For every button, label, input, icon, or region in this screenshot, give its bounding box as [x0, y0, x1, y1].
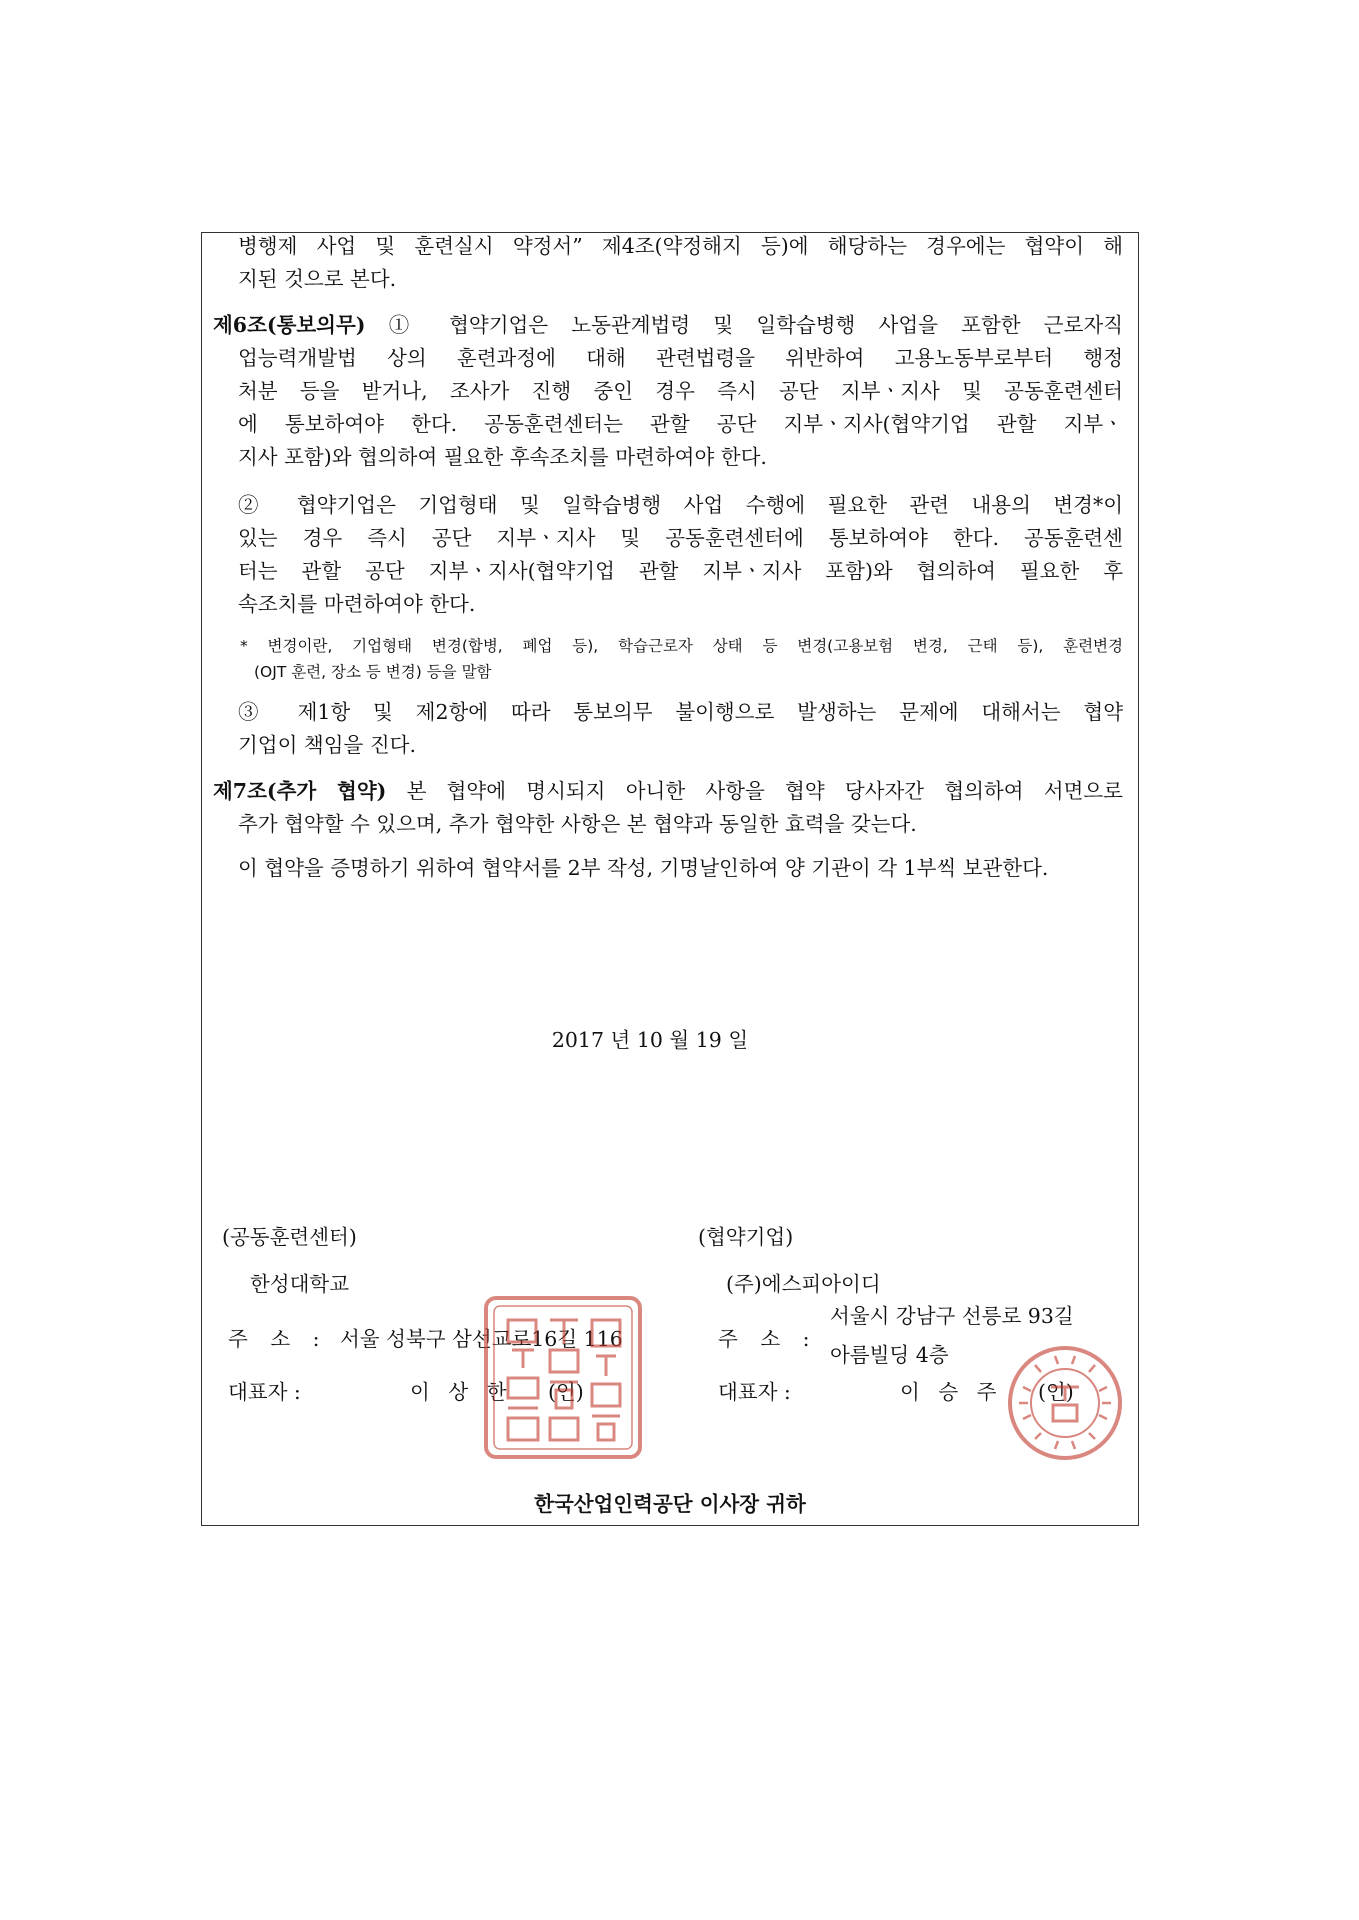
- art6-p2-line-1: ② 협약기업은 기업형태 및 일학습병행 사업 수행에 필요한 관련 내용의 변경*이: [238, 493, 1123, 517]
- addressee: 한국산업인력공단 이사장 귀하: [534, 1492, 806, 1516]
- left-party-role: (공동훈련센터): [222, 1225, 357, 1249]
- right-party-role: (협약기업): [698, 1225, 794, 1249]
- right-address-line-1: 서울시 강남구 선릉로 93길: [830, 1304, 1074, 1328]
- art6-p1-line-1: 제6조(통보의무) ① 협약기업은 노동관계법령 및 일학습병행 사업을 포함한 근로자직: [213, 313, 1123, 337]
- left-party-name: 한성대학교: [250, 1272, 350, 1296]
- right-rep-label: 대표자 :: [718, 1380, 791, 1404]
- art7-heading: 제7조(추가 협약): [213, 779, 387, 803]
- art6-note-line-1: * 변경이란, 기업형태 변경(합병, 폐업 등), 학습근로자 상태 등 변경(고용보험 변경, 근태 등), 훈련변경: [240, 637, 1123, 655]
- right-address-label: 주 소 :: [718, 1327, 818, 1351]
- right-seal-stamp: [1005, 1343, 1125, 1463]
- art6-p2-line-2: 있는 경우 즉시 공단 지부ㆍ지사 및 공동훈련센터에 통보하여야 한다. 공동훈련센: [238, 526, 1123, 550]
- left-seal-stamp: [478, 1290, 648, 1465]
- prev-clause-line-1: 병행제 사업 및 훈련실시 약정서” 제4조(약정해지 등)에 해당하는 경우에는 협약이 해: [238, 234, 1123, 258]
- art7-line-1: 제7조(추가 협약) 본 협약에 명시되지 아니한 사항을 협약 당사자간 협의하여 서면으로: [213, 779, 1123, 803]
- art6-p1-line-5: 지사 포함)와 협의하여 필요한 후속조치를 마련하여야 한다.: [238, 445, 767, 469]
- art6-heading: 제6조(통보의무): [213, 313, 366, 337]
- art6-p2-line-4: 속조치를 마련하여야 한다.: [238, 592, 476, 616]
- right-rep-name: 이 승 주: [900, 1380, 1003, 1404]
- left-rep-label: 대표자 :: [228, 1380, 301, 1404]
- prev-clause-line-2: 지된 것으로 본다.: [238, 267, 397, 291]
- art6-p3-line-1: ③ 제1항 및 제2항에 따라 통보의무 불이행으로 발생하는 문제에 대해서는 협약: [238, 700, 1123, 724]
- left-rep-name: 이 상 한: [410, 1380, 513, 1404]
- right-party-name: (주)에스피아이디: [726, 1272, 881, 1296]
- art7-line-2: 추가 협약할 수 있으며, 추가 협약한 사항은 본 협약과 동일한 효력을 갖는다.: [238, 812, 917, 836]
- art6-p1-line-2: 업능력개발법 상의 훈련과정에 대해 관련법령을 위반하여 고용노동부로부터 행정: [238, 346, 1123, 370]
- left-address: 서울 성북구 삼선교로16길 116: [340, 1327, 623, 1351]
- art6-p2-line-3: 터는 관할 공단 지부ㆍ지사(협약기업 관할 지부ㆍ지사 포함)와 협의하여 필요한 후: [238, 559, 1123, 583]
- art6-p1-line-4: 에 통보하여야 한다. 공동훈련센터는 관할 공단 지부ㆍ지사(협약기업 관할 지부ㆍ: [238, 412, 1123, 436]
- left-seal-mark: (인): [548, 1380, 584, 1404]
- art6-p1-line-3: 처분 등을 받거나, 조사가 진행 중인 경우 즉시 공단 지부ㆍ지사 및 공동훈련센터: [238, 379, 1123, 403]
- right-address-line-2: 아름빌딩 4층: [830, 1343, 949, 1367]
- left-address-label: 주 소 :: [228, 1327, 328, 1351]
- art6-note-line-2: (OJT 훈련, 장소 등 변경) 등을 말함: [254, 663, 492, 681]
- closing-statement: 이 협약을 증명하기 위하여 협약서를 2부 작성, 기명날인하여 양 기관이 각 1부씩 보관한다.: [238, 856, 1049, 880]
- art6-p3-line-2: 기업이 책임을 진다.: [238, 733, 416, 757]
- right-seal-mark: (인): [1038, 1380, 1074, 1404]
- agreement-date: 2017 년 10 월 19 일: [551, 1028, 749, 1052]
